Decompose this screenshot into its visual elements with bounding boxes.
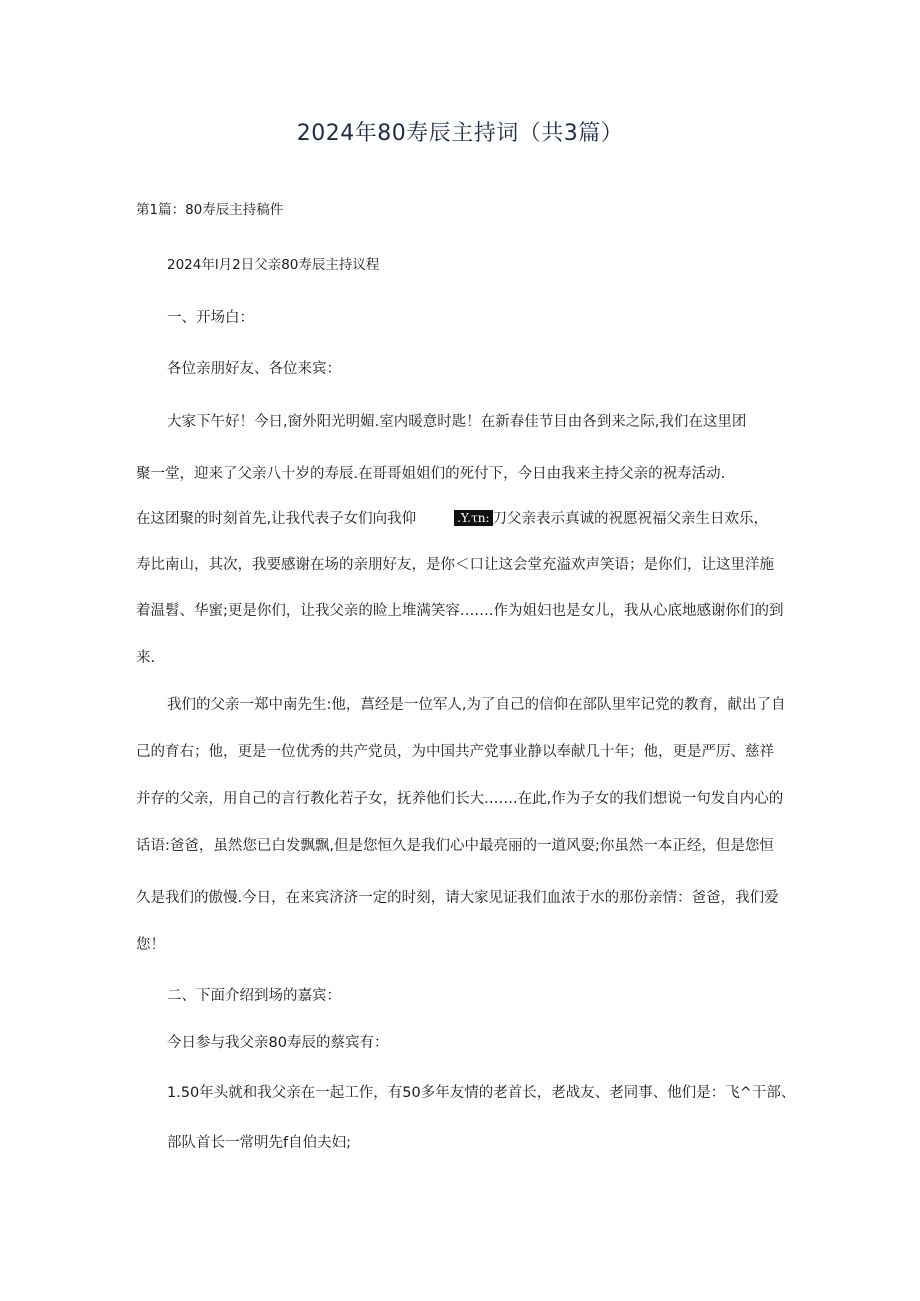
para2-line1: 我们的父亲一郑中南先生:他，菖经是一位军人,为了自己的信仰在部队里牢记党的教育，献出了自: [167, 697, 786, 713]
para2-line6: 您！: [136, 937, 165, 953]
guest1-line1: 1.50年头就和我父亲在一起工作，有50多年友情的老首长，老战友、老同事、他们是：飞^干部、: [167, 1085, 796, 1101]
para2-line2: 己的育右；他，更是一位优秀的共产党员，为中国共产党事业静以奉献几十年；他，更是严厉、慈祥: [136, 744, 774, 760]
section1-heading: 一、开场白：: [167, 310, 254, 326]
para2-line4: 话语:爸爸，虽然您已白发飘飘,但是您恒久是我们心中最亮丽的一道风耍;你虽然一本正经，但是您恒: [136, 838, 774, 854]
chapter-heading: 第1篇：80寿辰主持稿件: [136, 202, 284, 218]
para1-line2: 聚一堂，迎来了父亲八十岁的寿辰.在哥哥姐姐们的死付下，今日由我来主持父亲的祝寿活动.: [136, 466, 726, 482]
para2-line5: 久是我们的傲慢.今日，在来宾济济一定的时刻，请大家见证我们血浓于水的那份亲情：爸爸，我们爱: [136, 890, 779, 906]
para1-line5: 着温髫、华蜜;更是你们，让我父亲的睑上堆满笑容…….作为姐妇也是女儿，我从心底地感谢你们的到: [136, 603, 784, 619]
para2-line3: 并存的父亲，用自己的言行教化若子女，抚养他们长大…….在此,作为子女的我们想说一句发自内心的: [136, 791, 784, 807]
para1-line3-after: 刀父亲表示真诚的祝愿祝福父亲生日欢乐，: [492, 511, 769, 527]
redacted-box: .Y.τn:: [454, 510, 492, 526]
document-title: 2024年80寿辰主持词（共3篇）: [296, 121, 624, 146]
para1-line1: 大家下午好！今日,窗外阳光明媚.室内暖意时匙！在新春佳节目由各到来之际,我们在这里团: [167, 414, 747, 430]
para1-line6: 来.: [136, 650, 156, 666]
greeting-line: 各位亲朋好友、各位来宾：: [167, 361, 341, 377]
agenda-title: 2024年l月2日父亲80寿辰主持议程: [167, 257, 380, 273]
para1-line4: 寿比南山，其次，我要感谢在场的亲朋好友，是你＜口让这会堂充溢欢声笑语；是你们，让这里洋施: [136, 557, 774, 573]
guests-intro: 今日参与我父亲80寿辰的蔡宾有：: [167, 1035, 389, 1051]
para1-line3-before: 在这团聚的时刻首先,让我代表子女们向我仰: [136, 511, 417, 527]
section2-heading: 二、下面介绍到场的嘉宾：: [167, 988, 341, 1004]
guest1-line2: 部队首长一常明先f自伯夫妇;: [167, 1135, 351, 1151]
para1-line3: [136, 509, 768, 529]
